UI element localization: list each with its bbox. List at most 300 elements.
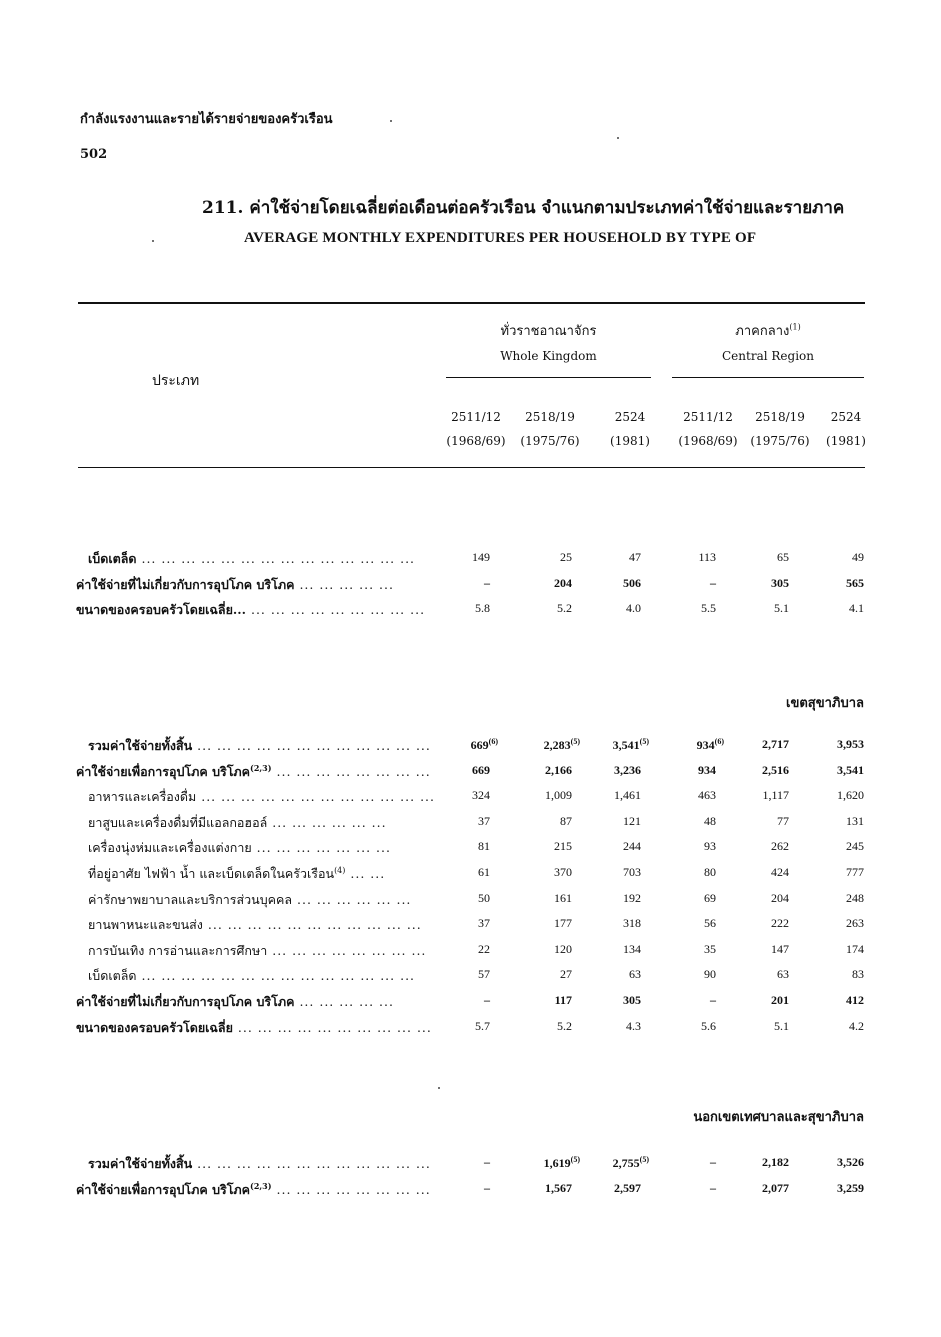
cell-value: 262: [771, 839, 789, 854]
row-label-text: การบันเทิง การอ่านและการศึกษา: [88, 942, 268, 958]
cell-value: 424: [771, 865, 789, 879]
cell-value: 61: [478, 865, 490, 879]
table-cell: [656, 1155, 716, 1170]
table-cell: [729, 942, 789, 957]
cell-value: 65: [777, 550, 789, 564]
scan-speck: [438, 1087, 440, 1089]
footnote-marker: (5): [639, 737, 649, 746]
footnote-marker: (5): [570, 737, 580, 746]
year-buddhist: 2511/12: [683, 410, 733, 424]
cell-value: 2,166: [545, 762, 572, 777]
cell-value: 63: [629, 967, 641, 982]
row-label: [88, 915, 422, 935]
cell-value: 318: [623, 916, 641, 931]
cell-value: –: [710, 1155, 716, 1169]
cell-value: 3,541: [837, 762, 864, 777]
cell-value: 1,620: [837, 788, 864, 803]
table-cell: [430, 942, 490, 957]
table-cell: [512, 576, 572, 591]
table-cell: [656, 865, 716, 880]
footnote-marker: (5): [639, 1155, 649, 1164]
table-cell: [656, 916, 716, 931]
table-cell: [656, 763, 716, 778]
leader-dots: ... ... ... ... ... ... ... ...: [276, 1181, 431, 1197]
row-label-text: ขนาดของครอบครัวโดยเฉลี่ย: [76, 1019, 233, 1035]
table-cell: [581, 839, 641, 854]
table-cell: [804, 737, 864, 752]
table-cell: [430, 891, 490, 906]
cell-value: 83: [852, 967, 864, 982]
cell-value: 324: [472, 788, 490, 803]
table-cell: [430, 916, 490, 931]
year-buddhist: 2518/19: [525, 410, 575, 424]
table-cell: [589, 1155, 649, 1171]
cell-value: 5.5: [701, 601, 716, 615]
leader-dots: ... ... ... ... ... ... ... ...: [272, 942, 427, 958]
footnote-marker: (4): [334, 865, 346, 875]
cell-value: 2,182: [762, 1155, 789, 1169]
leader-dots: ... ... ... ... ... ... ... ... ... ... ... ...: [201, 789, 435, 805]
leader-dots: ... ... ... ... ... ...: [272, 814, 387, 830]
table-cell: [430, 576, 490, 591]
cell-value: 192: [623, 890, 641, 905]
cell-value: 5.2: [557, 1018, 572, 1033]
table-cell: [804, 942, 864, 957]
table-cell: [581, 942, 641, 957]
leader-dots: ... ... ... ... ... ... ... ... ... ... ... ...: [197, 1156, 431, 1171]
table-cell: [804, 967, 864, 982]
section-title-outside-areas: นอกเขตเทศบาลและสุขาภิบาล: [693, 1110, 864, 1125]
row-label: [76, 600, 425, 620]
cell-value: 47: [629, 550, 641, 564]
group-header-central-region: [672, 320, 864, 363]
cell-value: 149: [472, 550, 490, 564]
table-cell: [512, 601, 572, 616]
leader-dots: ... ...: [350, 866, 386, 881]
section-title-sanitary-district: เขตสุขาภิบาล: [786, 696, 864, 711]
cell-value: 121: [623, 813, 641, 828]
table-cell: [729, 576, 789, 591]
cell-value: 2,516: [762, 762, 789, 777]
table-cell: [729, 1155, 789, 1170]
row-label-text: ค่าใช้จ่ายเพื่อการอุปโภค บริโภค: [76, 763, 251, 779]
year-gregorian: (1975/76): [520, 434, 580, 448]
cell-value: –: [710, 1180, 716, 1195]
table-cell: [581, 1181, 641, 1196]
group-underline-central-region: [672, 377, 864, 378]
table-cell: [729, 967, 789, 982]
table-cell: [512, 839, 572, 854]
group-header-english: Whole Kingdom: [500, 349, 597, 363]
cell-value: 93: [704, 839, 716, 854]
table-cell: [581, 916, 641, 931]
cell-value: 3,236: [614, 762, 641, 777]
cell-value: 934: [698, 762, 716, 777]
table-cell: [581, 891, 641, 906]
row-label: [76, 992, 394, 1012]
cell-value: 174: [846, 941, 864, 956]
cell-value: 370: [554, 865, 572, 879]
cell-value: 147: [771, 941, 789, 956]
table-cell: [729, 763, 789, 778]
cell-value: –: [710, 575, 716, 590]
table-cell: [512, 814, 572, 829]
cell-value: 81: [478, 839, 490, 854]
cell-value: 565: [846, 575, 864, 590]
table-cell: [512, 891, 572, 906]
table-cell: [664, 737, 724, 753]
leader-dots: ... ... ... ... ... ... ... ... ... ...: [237, 1019, 432, 1035]
cell-value: 412: [846, 993, 864, 1007]
year-header-cell: [441, 410, 511, 448]
table-cell: [656, 1019, 716, 1034]
year-header-cell: [673, 410, 743, 448]
group-underline-whole-kingdom: [446, 377, 651, 378]
cell-value: 49: [852, 550, 864, 564]
year-buddhist: 2511/12: [451, 410, 501, 424]
cell-value: 1,009: [545, 788, 572, 803]
footnote-marker: (2,3): [250, 1180, 272, 1191]
table-cell: [430, 763, 490, 778]
table-cell: [804, 865, 864, 880]
table-cell: [581, 576, 641, 591]
row-label: [76, 1180, 431, 1200]
year-header-cell: [595, 410, 665, 448]
table-cell: [729, 601, 789, 616]
scan-speck: [390, 120, 392, 122]
table-cell: [581, 601, 641, 616]
cell-value: –: [484, 575, 490, 590]
row-label-text: เบ็ดเตล็ด: [88, 551, 137, 566]
row-label-text: ยานพาหนะและขนส่ง: [88, 917, 203, 933]
table-cell: [656, 967, 716, 982]
cell-value: 244: [623, 839, 641, 854]
cell-value: 222: [771, 916, 789, 931]
table-cell: [438, 737, 498, 753]
cell-value: 50: [478, 890, 490, 905]
cell-value: 215: [554, 839, 572, 854]
table-cell: [729, 916, 789, 931]
table-cell: [512, 967, 572, 982]
table-cell: [804, 763, 864, 778]
cell-value: 669: [470, 738, 489, 752]
year-header-cell: [811, 410, 881, 448]
footnote-marker: (1): [789, 322, 801, 332]
cell-value: 63: [777, 967, 789, 982]
table-cell: [430, 601, 490, 616]
table-cell: [804, 891, 864, 906]
row-label: [76, 1018, 432, 1038]
cell-value: 934: [696, 738, 715, 752]
row-label: [88, 838, 391, 858]
cell-value: 506: [623, 575, 641, 590]
table-cell: [729, 993, 789, 1008]
cell-value: –: [484, 993, 490, 1007]
cell-value: 305: [771, 575, 789, 590]
table-cell: [512, 1019, 572, 1034]
table-cell: [512, 942, 572, 957]
row-label: [88, 787, 435, 807]
running-header: กำลังแรงงานและรายได้รายจ่ายของครัวเรือน: [80, 112, 333, 127]
row-label: [88, 941, 426, 961]
row-label-text: ที่อยู่อาศัย ไฟฟ้า น้ำ และเบ็ดเตล็ดในครัวเรือน: [88, 866, 335, 881]
footnote-marker: (6): [488, 737, 498, 746]
table-cell: [430, 967, 490, 982]
table-cell: [729, 1181, 789, 1196]
row-label-text: ค่าใช้จ่ายที่ไม่เกี่ยวกับการอุปโภค บริโภค: [76, 576, 295, 592]
scan-speck: [617, 137, 619, 139]
row-label-text: เบ็ดเตล็ด: [88, 968, 137, 984]
table-cell: [656, 993, 716, 1008]
cell-value: 777: [846, 865, 864, 879]
cell-value: 80: [704, 865, 716, 879]
cell-value: 263: [846, 916, 864, 931]
row-label-text: ค่าใช้จ่ายเพื่อการอุปโภค บริโภค: [76, 1181, 251, 1197]
cell-value: 3,541: [612, 738, 640, 752]
table-cell: [804, 1181, 864, 1196]
cell-value: 5.7: [475, 1018, 490, 1033]
cell-value: 3,526: [837, 1155, 864, 1169]
table-cell: [729, 1019, 789, 1034]
footnote-marker: (6): [714, 737, 724, 746]
table-cell: [804, 916, 864, 931]
cell-value: 25: [560, 550, 572, 564]
table-cell: [430, 788, 490, 803]
row-label: [88, 966, 415, 986]
leader-dots: ... ... ... ... ... ... ... ... ... ... ... ... ... ...: [141, 551, 416, 566]
table-cell: [804, 788, 864, 803]
row-label: [88, 549, 415, 569]
header-bottom-rule: [78, 467, 865, 468]
year-header-cell: [515, 410, 585, 448]
cell-value: 248: [846, 890, 864, 905]
cell-value: 2,717: [762, 737, 789, 751]
cell-value: 134: [623, 941, 641, 956]
year-gregorian: (1981): [610, 434, 650, 448]
leader-dots: ... ... ... ... ...: [299, 576, 394, 592]
row-label-text: อาหารและเครื่องดื่ม: [88, 789, 197, 805]
cell-value: 35: [704, 941, 716, 956]
table-cell: [520, 737, 580, 753]
cell-value: 5.2: [557, 601, 572, 615]
table-cell: [581, 993, 641, 1008]
table-cell: [804, 1019, 864, 1034]
year-gregorian: (1975/76): [750, 434, 810, 448]
cell-value: 37: [478, 916, 490, 931]
table-cell: [581, 814, 641, 829]
footnote-marker: (5): [570, 1155, 580, 1164]
group-header-whole-kingdom: [446, 320, 651, 363]
table-cell: [512, 763, 572, 778]
table-cell: [589, 737, 649, 753]
table-cell: [729, 788, 789, 803]
table-cell: [430, 865, 490, 880]
table-cell: [581, 788, 641, 803]
table-cell: [656, 942, 716, 957]
cell-value: 120: [554, 941, 572, 956]
year-gregorian: (1968/69): [678, 434, 738, 448]
leader-dots: ... ... ... ... ... ...: [297, 891, 412, 907]
table-cell: [430, 1181, 490, 1196]
row-label: [76, 575, 394, 595]
table-cell: [512, 1181, 572, 1196]
row-label: [88, 890, 411, 910]
row-label: [88, 864, 385, 884]
table-cell: [430, 839, 490, 854]
table-cell: [804, 839, 864, 854]
leader-dots: ... ... ... ... ... ... ... ...: [276, 763, 431, 779]
table-cell: [581, 865, 641, 880]
table-cell: [729, 891, 789, 906]
table-cell: [581, 1019, 641, 1034]
cell-value: 56: [704, 916, 716, 931]
cell-value: 2,077: [762, 1180, 789, 1195]
table-cell: [656, 601, 716, 616]
scan-speck: [152, 240, 154, 242]
cell-value: 161: [554, 890, 572, 905]
table-cell: [656, 550, 716, 565]
table-cell: [430, 814, 490, 829]
table-cell: [656, 788, 716, 803]
cell-value: 1,567: [545, 1180, 572, 1195]
table-cell: [656, 814, 716, 829]
cell-value: 305: [623, 993, 641, 1007]
leader-dots: ... ... ... ... ... ... ... ... ... ... ... ... ... ...: [141, 968, 416, 984]
row-label: [88, 736, 431, 756]
year-gregorian: (1981): [826, 434, 866, 448]
table-cell: [804, 814, 864, 829]
leader-dots: ... ... ... ... ... ... ...: [256, 840, 391, 856]
cell-value: 37: [478, 813, 490, 828]
cell-value: –: [484, 1180, 490, 1195]
leader-dots: ... ... ... ... ... ... ... ... ... ... ... ...: [197, 738, 431, 753]
table-title-english: AVERAGE MONTHLY EXPENDITURES PER HOUSEHOLD BY TYPE OF: [244, 230, 757, 246]
table-cell: [512, 916, 572, 931]
cell-value: 5.1: [774, 601, 789, 615]
table-cell: [729, 865, 789, 880]
table-cell: [581, 550, 641, 565]
cell-value: 245: [846, 839, 864, 854]
row-label: [88, 813, 387, 833]
cell-value: 22: [478, 941, 490, 956]
cell-value: 5.1: [774, 1018, 789, 1033]
cell-value: 1,117: [762, 788, 789, 803]
table-cell: [430, 1155, 490, 1170]
group-header-english: Central Region: [722, 349, 814, 363]
cell-value: 131: [846, 813, 864, 828]
group-header-thai: ทั่วราชอาณาจักร: [500, 324, 597, 339]
cell-value: 4.0: [626, 601, 641, 615]
cell-value: 90: [704, 967, 716, 982]
table-cell: [804, 550, 864, 565]
cell-value: 1,619: [543, 1156, 571, 1170]
cell-value: 2,755: [612, 1156, 640, 1170]
cell-value: 204: [554, 575, 572, 590]
table-cell: [656, 1181, 716, 1196]
table-cell: [656, 839, 716, 854]
cell-value: 3,259: [837, 1180, 864, 1195]
row-label-text: เครื่องนุ่งห่มและเครื่องแต่งกาย: [88, 840, 252, 856]
stub-header: ประเภท: [152, 373, 200, 389]
cell-value: 48: [704, 813, 716, 828]
table-cell: [729, 550, 789, 565]
cell-value: 463: [698, 788, 716, 803]
group-header-thai: ภาคกลาง: [735, 324, 790, 339]
cell-value: 204: [771, 890, 789, 905]
table-cell: [520, 1155, 580, 1171]
cell-value: 4.3: [626, 1018, 641, 1033]
leader-dots: ... ... ... ... ... ... ... ... ... ... ...: [207, 917, 422, 933]
cell-value: 4.2: [849, 1018, 864, 1033]
year-header-cell: [745, 410, 815, 448]
table-cell: [729, 839, 789, 854]
table-cell: [804, 993, 864, 1008]
row-label: [88, 1154, 431, 1174]
cell-value: 5.8: [475, 601, 490, 615]
cell-value: 69: [704, 890, 716, 905]
cell-value: 2,283: [543, 738, 571, 752]
row-label: [76, 762, 431, 782]
cell-value: 703: [623, 865, 641, 879]
table-cell: [804, 576, 864, 591]
year-buddhist: 2518/19: [755, 410, 805, 424]
cell-value: 3,953: [837, 737, 864, 751]
cell-value: 201: [771, 993, 789, 1007]
cell-value: 77: [777, 813, 789, 828]
page-number: 502: [80, 147, 108, 162]
table-cell: [656, 576, 716, 591]
cell-value: 113: [698, 550, 716, 564]
table-cell: [804, 1155, 864, 1170]
table-cell: [581, 763, 641, 778]
cell-value: 177: [554, 916, 572, 931]
table-cell: [430, 993, 490, 1008]
table-cell: [656, 891, 716, 906]
table-top-rule: [78, 302, 865, 304]
table-cell: [729, 814, 789, 829]
cell-value: 669: [472, 762, 490, 777]
year-gregorian: (1968/69): [446, 434, 506, 448]
year-buddhist: 2524: [614, 410, 646, 424]
cell-value: –: [484, 1155, 490, 1169]
cell-value: 57: [478, 967, 490, 982]
row-label-text: ค่ารักษาพยาบาลและบริการส่วนบุคคล: [88, 891, 293, 907]
cell-value: 87: [560, 813, 572, 828]
cell-value: 4.1: [849, 601, 864, 615]
cell-value: 5.6: [701, 1018, 716, 1033]
footnote-marker: (2,3): [250, 762, 272, 773]
leader-dots: ... ... ... ... ...: [299, 994, 394, 1009]
cell-value: 1,461: [614, 788, 641, 803]
table-cell: [430, 550, 490, 565]
year-buddhist: 2524: [830, 410, 862, 424]
cell-value: 2,597: [614, 1180, 641, 1195]
row-label-text: ขนาดของครอบครัวโดยเฉลี่ย...: [76, 602, 246, 617]
table-cell: [512, 550, 572, 565]
row-label-text: ยาสูบและเครื่องดื่มที่มีแอลกอฮอล์: [88, 814, 268, 830]
cell-value: 117: [554, 993, 572, 1007]
cell-value: –: [710, 993, 716, 1007]
table-cell: [729, 737, 789, 752]
table-cell: [804, 601, 864, 616]
leader-dots: ... ... ... ... ... ... ... ... ...: [250, 602, 426, 617]
cell-value: 27: [560, 967, 572, 982]
table-cell: [512, 993, 572, 1008]
table-cell: [512, 788, 572, 803]
table-cell: [430, 1019, 490, 1034]
table-cell: [512, 865, 572, 880]
row-label-text: ค่าใช้จ่ายที่ไม่เกี่ยวกับการอุปโภค บริโภค: [76, 994, 295, 1009]
